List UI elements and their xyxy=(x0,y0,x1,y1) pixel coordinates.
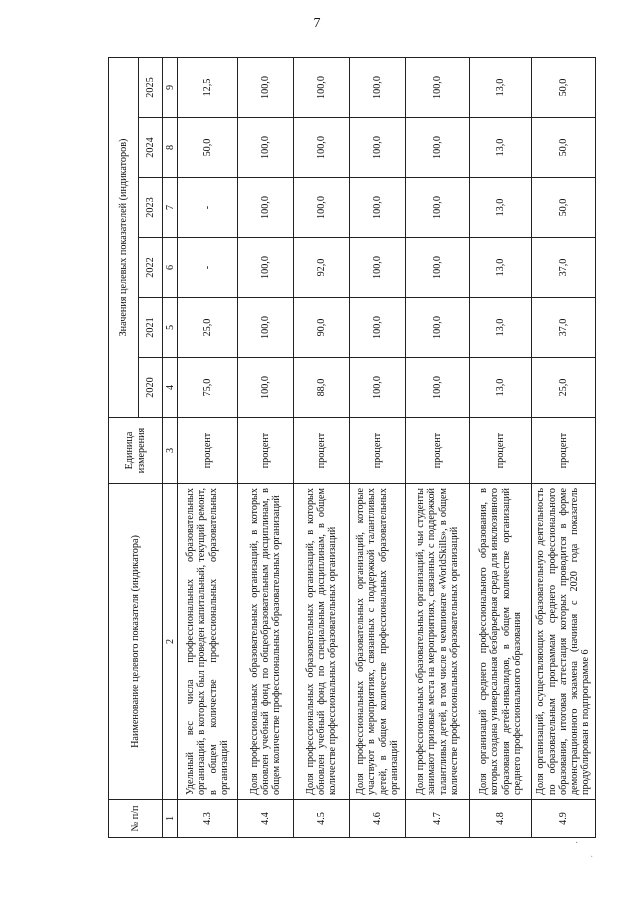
column-number: 5 xyxy=(163,298,178,358)
column-number: 9 xyxy=(163,58,178,118)
value-cell: 100,0 xyxy=(294,178,350,238)
value-cell: 50,0 xyxy=(532,178,596,238)
column-number: 4 xyxy=(163,358,178,418)
header-name: Наименование целевого показателя (индикатора) xyxy=(109,484,163,800)
table-row xyxy=(294,58,350,838)
header-year: 2023 xyxy=(139,178,163,238)
value-cell: 12,5 xyxy=(178,58,238,118)
header-values-group: Значения целевых показателей (индикаторов) xyxy=(109,58,139,418)
indicator-name: Доля профессиональных образовательных организаций, в которых обновлен учебный фонд по общеобразовательным дисциплинам, в общем количестве профессиональных образовательных организаций xyxy=(238,484,294,800)
header-unit: Единица измерения xyxy=(109,418,163,484)
value-cell: 100,0 xyxy=(350,118,406,178)
header-year: 2021 xyxy=(139,298,163,358)
value-cell: 100,0 xyxy=(350,58,406,118)
unit-cell: процент xyxy=(532,418,596,484)
value-cell: 50,0 xyxy=(532,118,596,178)
column-number: 1 xyxy=(163,800,178,838)
unit-cell: процент xyxy=(406,418,470,484)
value-cell: 13,0 xyxy=(470,118,532,178)
unit-cell: процент xyxy=(350,418,406,484)
value-cell: - xyxy=(178,238,238,298)
value-cell: - xyxy=(178,178,238,238)
page-number: 7 xyxy=(313,16,321,31)
row-number: 4.7 xyxy=(406,800,470,838)
header-year: 2022 xyxy=(139,238,163,298)
value-cell: 37,0 xyxy=(532,298,596,358)
value-cell: 90,0 xyxy=(294,298,350,358)
indicator-name: Доля профессиональных образовательных организаций, которые участвуют в мероприятиях, связанных с поддержкой талантливых детей, в общем количестве профессиональных образовательных организаций xyxy=(350,484,406,800)
value-cell: 100,0 xyxy=(406,118,470,178)
row-number: 4.4 xyxy=(238,800,294,838)
table-row xyxy=(178,58,238,838)
value-cell: 13,0 xyxy=(470,58,532,118)
table-row xyxy=(238,58,294,838)
value-cell: 50,0 xyxy=(532,58,596,118)
row-number: 4.6 xyxy=(350,800,406,838)
value-cell: 100,0 xyxy=(238,238,294,298)
indicator-name: Удельный вес числа профессиональных образовательных организаций, в которых был проведен капитальный, текущий ремонт, в общем количестве профессиональных образовательных организаций xyxy=(178,484,238,800)
row-number: 4.8 xyxy=(470,800,532,838)
indicator-table xyxy=(108,57,596,838)
value-cell: 100,0 xyxy=(294,58,350,118)
value-cell: 75,0 xyxy=(178,358,238,418)
indicator-name: Доля профессиональных образовательных организаций, в которых обновлен учебный фонд по специальным дисциплинам, в общем количестве профессиональных образовательных организаций xyxy=(294,484,350,800)
value-cell: 13,0 xyxy=(470,358,532,418)
value-cell: 100,0 xyxy=(238,118,294,178)
value-cell: 13,0 xyxy=(470,178,532,238)
column-number: 6 xyxy=(163,238,178,298)
table-row xyxy=(406,58,470,838)
value-cell: 100,0 xyxy=(406,358,470,418)
column-number: 8 xyxy=(163,118,178,178)
value-cell: 100,0 xyxy=(238,298,294,358)
table-row xyxy=(350,58,406,838)
value-cell: 13,0 xyxy=(470,238,532,298)
value-cell: 13,0 xyxy=(470,298,532,358)
value-cell: 100,0 xyxy=(350,238,406,298)
value-cell: 100,0 xyxy=(350,178,406,238)
value-cell: 100,0 xyxy=(406,58,470,118)
value-cell: 37,0 xyxy=(532,238,596,298)
unit-cell: процент xyxy=(470,418,532,484)
indicator-name: Доля профессиональных образовательных организаций, чьи студенты занимают призовые места на мероприятиях, связанных с поддержкой талантливых детей, в том числе в чемпионате «WorldSkills», в общем количестве профессиональных образовательных организаций xyxy=(406,484,470,800)
value-cell: 100,0 xyxy=(238,178,294,238)
column-number: 7 xyxy=(163,178,178,238)
value-cell: 92,0 xyxy=(294,238,350,298)
header-year: 2024 xyxy=(139,118,163,178)
value-cell: 100,0 xyxy=(350,358,406,418)
column-number: 3 xyxy=(163,418,178,484)
value-cell: 50,0 xyxy=(178,118,238,178)
indicator-name: Доля организаций среднего профессионального образования, в которых создана универсальная безбарьерная среда для инклюзивного образования детей-инвалидов, в общем количестве организаций среднего профессионального образования xyxy=(470,484,532,800)
unit-cell: процент xyxy=(178,418,238,484)
value-cell: 25,0 xyxy=(532,358,596,418)
value-cell: 100,0 xyxy=(238,58,294,118)
value-cell: 88,0 xyxy=(294,358,350,418)
table-body xyxy=(178,58,596,838)
column-number-row xyxy=(163,58,178,838)
indicator-table-container xyxy=(108,58,596,838)
table-row xyxy=(470,58,532,838)
indicator-name: Доля организаций, осуществляющих образовательную деятельность по образовательным программам среднего профессионального образования, итоговая аттестация которых проводится в форме демонстрационного экзамена (начиная с 2020 года показатель продублирован в подпрограмме 6 xyxy=(532,484,596,800)
header-year: 2025 xyxy=(139,58,163,118)
scan-mark: · xyxy=(575,838,579,849)
row-number: 4.5 xyxy=(294,800,350,838)
value-cell: 100,0 xyxy=(406,298,470,358)
header-year: 2020 xyxy=(139,358,163,418)
value-cell: 100,0 xyxy=(238,358,294,418)
unit-cell: процент xyxy=(238,418,294,484)
value-cell: 100,0 xyxy=(294,118,350,178)
row-number: 4.3 xyxy=(178,800,238,838)
value-cell: 100,0 xyxy=(406,238,470,298)
value-cell: 100,0 xyxy=(406,178,470,238)
column-number: 2 xyxy=(163,484,178,800)
value-cell: 100,0 xyxy=(350,298,406,358)
row-number: 4.9 xyxy=(532,800,596,838)
value-cell: 25,0 xyxy=(178,298,238,358)
scan-mark: · xyxy=(590,852,594,863)
table-row xyxy=(532,58,596,838)
unit-cell: процент xyxy=(294,418,350,484)
header-num: № п/п xyxy=(109,800,163,838)
